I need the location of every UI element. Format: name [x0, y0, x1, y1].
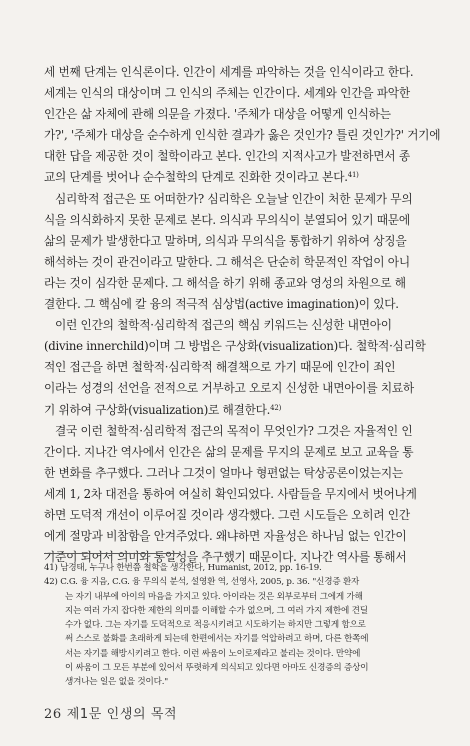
footnote-line: 이 싸움이 그 모든 부분에 있어서 뚜렷하게 의식되고 있다면 아마도 신경증의 증상이 [65, 663, 369, 674]
footnote-42: 42) C.G. 융 지음, C.G. 융 무의식 분석, 설영환 역, 선영사, 2005, p. 36. "신경증 환자 [44, 577, 360, 588]
text-line: 세계는 인식의 대상이며 그 인식의 주체는 인간이다. 세계와 인간을 파악한 [44, 86, 410, 101]
text-line: 세계 1, 2차 대전을 통하여 여실히 확인되었다. 사람들을 무지에서 벗어나게 [44, 486, 417, 501]
text-line: 기 위하여 구상화(visualization)로 해결한다. [44, 402, 271, 417]
text-line: 해석하는 것이 관건이라고 말한다. 그 해석은 단순히 학문적인 작업이 아니 [44, 254, 410, 269]
text-line-with-ref [44, 400, 447, 421]
text-line: 하면 도덕적 개선이 이루어질 것이라 생각했다. 그런 시도들은 오히려 인간 [44, 507, 410, 522]
footnote-41: 41) 남경태, 누구나 한번쯤 철학을 생각한다, Humanist, 2012, pp. 16-19. [44, 563, 322, 573]
paragraph-start: 심리학적 접근은 또 어떠한가? 심리학은 오늘날 인간이 처한 문제가 무의 [55, 191, 413, 206]
text-line: 라는 것이 심각한 문제다. 그 해석을 하기 위해 종교와 영성의 차원으로 해 [44, 275, 406, 290]
paragraph-start: 결국 이런 철학적·심리학적 접근의 목적이 무엇인가? 그것은 자율적인 인 [55, 423, 413, 438]
footnotes [44, 561, 449, 690]
footnote-line: 는 자기 내부에 아이의 마음을 가지고 있다. 아이라는 것은 외부로부터 그에게 가해 [65, 591, 363, 602]
text-line: 가?', '주체가 대상을 순수하게 인식한 결과가 옳은 것인가? 틀린 것인가?' 거기에 [44, 128, 441, 143]
text-line: 에게 절망과 비참함을 안겨주었다. 왜냐하면 자율성은 하나님 없는 인간이 [44, 529, 407, 544]
main-text [44, 62, 447, 568]
text-line: 적인 접근을 하면 철학적·심리학적 해결책으로 가기 때문에 인간이 죄인 [44, 360, 396, 375]
text-line-with-ref [44, 167, 447, 188]
text-line: 기준이 되어서 의미와 통일성을 추구했기 때문이다. 지나간 역사를 통해서 [44, 550, 407, 565]
footnote-line: 써 스스로 불화를 초래하게 되는데 한편에서는 자기를 억압하려고 하며, 다른 한쪽에 [65, 634, 369, 645]
text-line: 세 번째 단계는 인식론이다. 인간이 세계를 파악하는 것을 인식이라고 한다. [44, 65, 414, 79]
footnote-line: 지는 여러 가지 잡다한 제한의 의미를 이해할 수가 없으며, 그 여러 가지 제한에 견딜 [65, 605, 368, 616]
footnote-line: 수가 없다. 그는 자기를 도덕적으로 적응시키려고 시도하기는 하지만 그렇게 함으로 [65, 620, 366, 631]
footnote-ref-41: 41) [347, 171, 359, 180]
text-line: 대한 답을 제공한 것이 철학이라고 본다. 인간의 지적사고가 발전하면서 종 [44, 149, 410, 164]
text-line: 식을 의식화하지 못한 문제로 본다. 의식과 무의식이 분열되어 있기 때문에 [44, 212, 410, 227]
footnote-divider [44, 553, 179, 554]
paragraph-start: 이런 인간의 철학적·심리학적 접근의 핵심 키워드는 신성한 내면아이 [55, 318, 392, 333]
text-line: 한 변화를 추구했다. 그러나 그것이 얼마나 형편없는 탁상공론이었는지는 [44, 465, 403, 480]
text-line: 삶의 문제가 발생한다고 말하며, 의식과 무의식을 통합하기 위하여 상징을 [44, 233, 407, 248]
page-footer [44, 706, 177, 724]
text-line: 인간은 삶 자체에 관해 의문을 가졌다. '주체가 대상을 어떻게 인식하는 [44, 107, 391, 122]
footnote-line: 서는 자기를 해방시키려고 한다. 이런 싸움이 노이로제라고 불리는 것이다. 만약에 [65, 648, 361, 659]
text-line: 간이다. 지나간 역사에서 인간은 삶의 문제를 무지의 문제로 보고 교육을 통 [44, 444, 414, 459]
footnote-ref-42: 42) [270, 403, 282, 412]
text-line: 교의 단계를 벗어나 순수철학의 단계로 진화한 것이라고 본다. [44, 170, 348, 185]
text-line: (divine innerchild)이며 그 방법은 구상화(visualization)다. 철학적·심리학 [44, 339, 426, 354]
page-number: 26 [44, 707, 62, 722]
footnote-line: 생겨나는 일은 없을 것이다." [65, 677, 168, 688]
text-line: 이라는 성경의 선언을 전적으로 거부하고 오로지 신성한 내면아이를 치료하 [44, 381, 414, 396]
running-title: 제1문 인생의 목적 [66, 707, 178, 722]
text-line: 결한다. 그 핵심에 칼 융의 적극적 심상법(active imagination)이 있다. [44, 297, 399, 312]
